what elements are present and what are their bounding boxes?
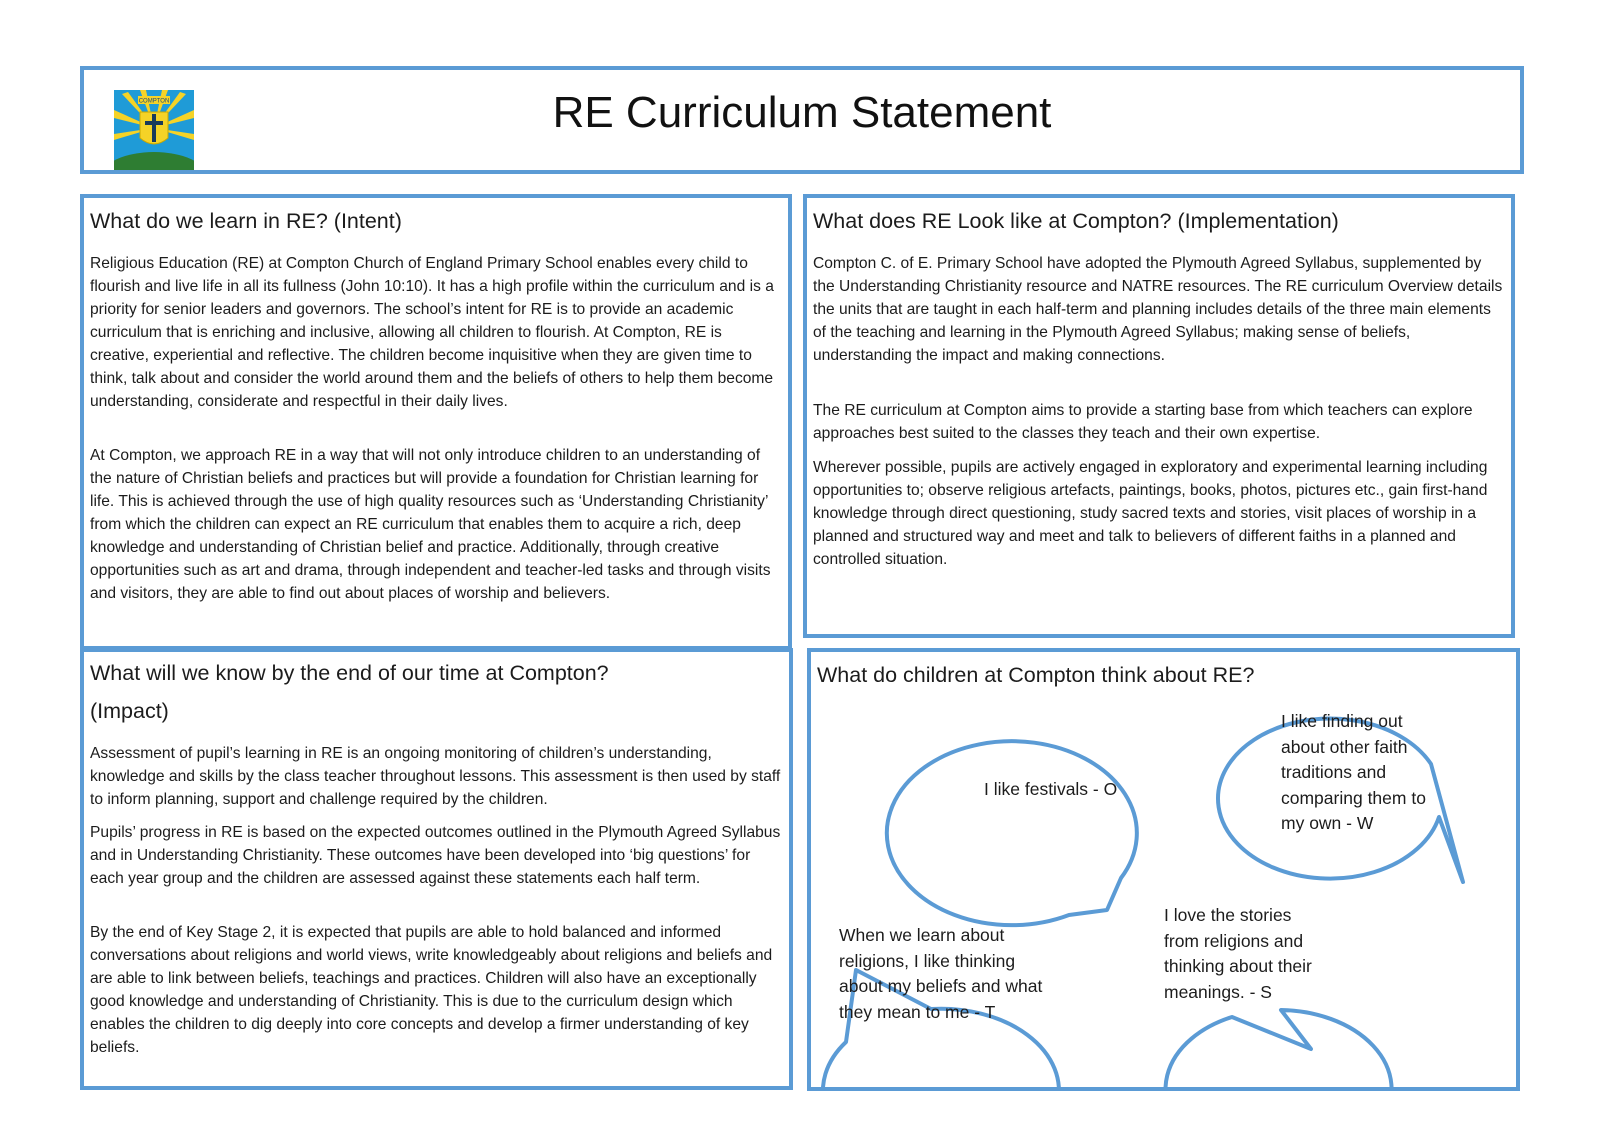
page-title: RE Curriculum Statement [552,88,1052,137]
intent-paragraph: At Compton, we approach RE in a way that will not only introduce children to an understanding of the nature of Christian beliefs and practices but will provide a foundation for Christian learning for life. This is achieved through the use of high quality resources such as ‘Understanding Christianity’ from which the children can expect an RE curriculum that enables them to acquire a rich, deep knowledge and understanding of Christian belief and practice. Additionally, through creative opportunities such as art and drama, through independent and teacher-led tasks and through visits and visitors, they are able to find out about places of worship and believers. [90,447,771,602]
implementation-paragraph: Wherever possible, pupils are actively engaged in exploratory and experimental learning including opportunities to; observe religious artefacts, paintings, books, photos, pictures etc., gain first-hand knowledge through direct questioning, study sacred texts and stories, visit places of worship in a planned and structured way and meet and talk to believers of different faiths in a planned and controlled situation. [813,459,1488,568]
header-box [80,66,1524,174]
intent-heading: What do we learn in RE? (Intent) [90,209,402,233]
impact-heading: What will we know by the end of our time at Compton? [90,661,609,685]
svg-text:COMPTON: COMPTON [138,98,170,105]
speech-bubble-text: I like festivals - O [984,779,1118,799]
impact-paragraph: Assessment of pupil’s learning in RE is an ongoing monitoring of children’s understanding, knowledge and skills by the class teacher throughout lessons. This assessment is then used by staff to inform planning, support and challenge required by the children. [90,745,781,808]
speech-bubble [887,741,1137,925]
pupil-voice-heading: What do children at Compton think about RE? [817,663,1255,687]
intent-paragraph: Religious Education (RE) at Compton Church of England Primary School enables every child to flourish and live life in all its fullness (John 10:10). It has a high profile within the curriculum and is a priority for senior leaders and governors. The school’s intent for RE is to provide an academic curriculum that is enriching and inclusive, allowing all children to flourish. At Compton, RE is creative, experiential and reflective. The children become inquisitive when they are given time to think, talk about and consider the world around them and the beliefs of others to help them become understanding, considerate and respectful in their daily lives. [90,255,774,410]
implementation-section [803,194,1515,638]
impact-heading-suffix: (Impact) [90,699,169,723]
impact-paragraph: By the end of Key Stage 2, it is expected that pupils are able to hold balanced and informed conversations about religions and world views, write knowledgeably about religions and beliefs and are able to link between beliefs, teachings and practices. Children will also have an exceptionally good knowledge and understanding of Christianity. This is due to the curriculum design which enables the children to dig deeply into core concepts and develop a firmer understanding of key beliefs. [90,924,773,1056]
implementation-paragraph: The RE curriculum at Compton aims to provide a starting base from which teachers can explore approaches best suited to the classes they teach and their own expertise. [813,402,1473,442]
speech-bubble-text: I like finding out about other faith traditions and comparing them to my own - W [1281,711,1426,833]
speech-bubble-text: I love the stories from religions and thinking about their meanings. - S [1164,905,1312,1002]
implementation-heading: What does RE Look like at Compton? (Implementation) [813,209,1339,233]
speech-bubble-text: When we learn about religions, I like thinking about my beliefs and what they mean to me - T [839,925,1043,1022]
intent-section [80,194,792,650]
impact-section [80,648,793,1090]
speech-bubble [1166,1010,1392,1087]
implementation-paragraph: Compton C. of E. Primary School have adopted the Plymouth Agreed Syllabus, supplemented by the Understanding Christianity resource and NATRE resources. The RE curriculum Overview details the units that are taught in each half-term and planning includes details of the three main elements of the teaching and learning in the Plymouth Agreed Syllabus; making sense of beliefs, understanding the impact and making connections. [813,255,1503,364]
impact-paragraph: Pupils’ progress in RE is based on the expected outcomes outlined in the Plymouth Agreed Syllabus and in Understanding Christianity. These outcomes have been developed into ‘big questions’ for each year group and the children are assessed against these statements each half term. [90,824,781,887]
pupil-voice-section [807,648,1520,1091]
